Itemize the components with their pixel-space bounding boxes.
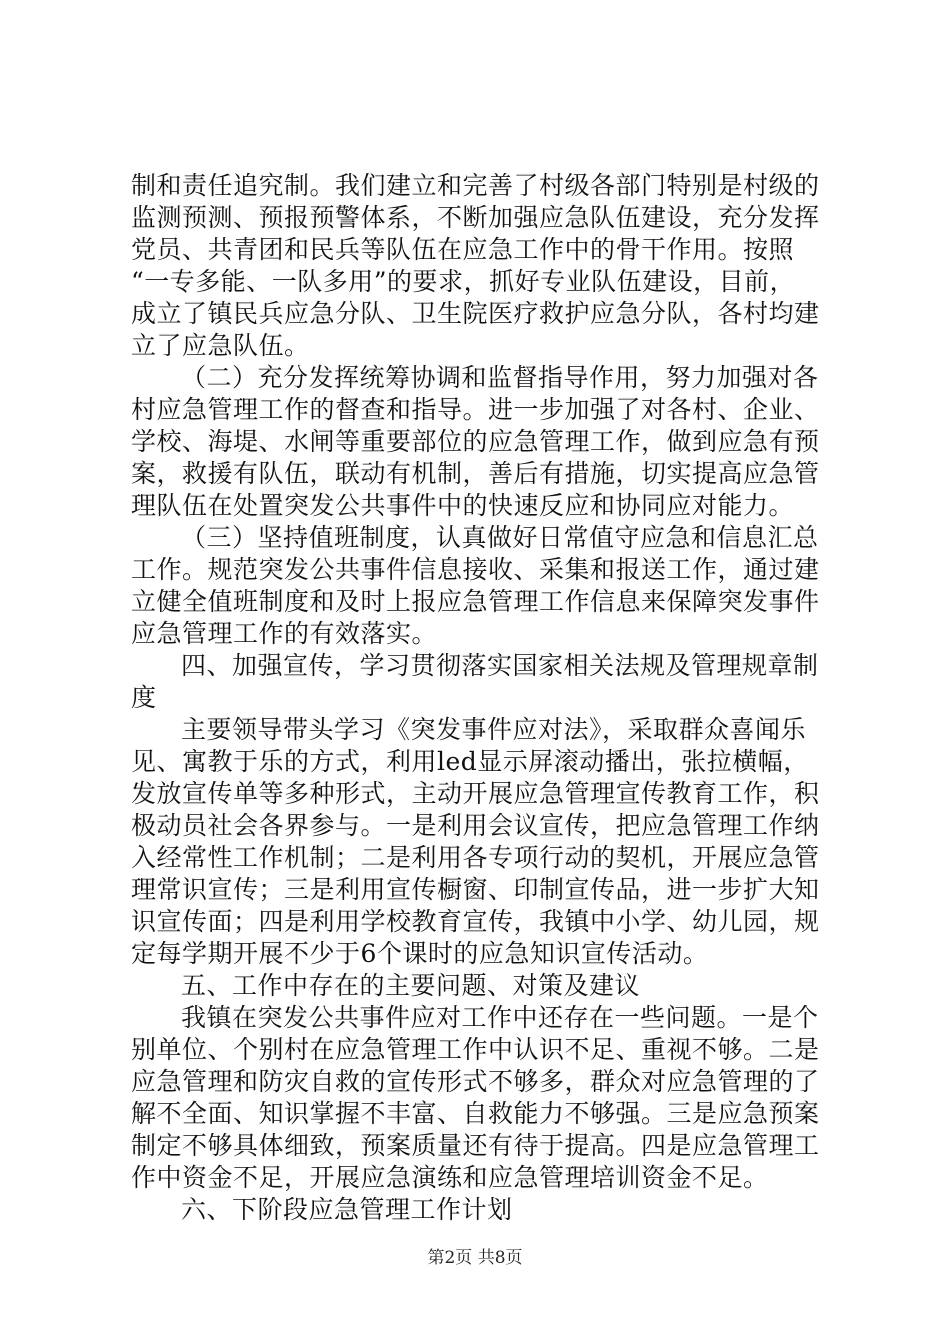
text-line: 学校、海堤、水闸等重要部位的应急管理工作，做到应急有预 xyxy=(131,427,820,456)
text-line: 应急管理工作的有效落实。 xyxy=(131,619,438,648)
page-number-footer: 第2页 共8页 xyxy=(427,1248,523,1268)
text-line: 六、下阶段应急管理工作计划 xyxy=(181,1195,513,1224)
text-line: 识宣传面；四是利用学校教育宣传，我镇中小学、幼儿园，规 xyxy=(131,907,820,936)
paragraph xyxy=(131,1002,831,1194)
text-line: “一专多能、一队多用”的要求，抓好专业队伍建设，目前， xyxy=(131,267,796,296)
text-line: 见、寓教于乐的方式，利用led显示屏滚动播出，张拉横幅， xyxy=(131,747,809,776)
text-line: 立了应急队伍。 xyxy=(131,331,310,360)
text-line: 别单位、个别村在应急管理工作中认识不足、重视不够。二是 xyxy=(131,1035,820,1064)
text-line: 工作。规范突发公共事件信息接收、采集和报送工作，通过建 xyxy=(131,555,820,584)
text-line: 监测预测、预报预警体系，不断加强应急队伍建设，充分发挥 xyxy=(131,203,820,232)
text-line: 立健全值班制度和及时上报应急管理工作信息来保障突发事件 xyxy=(131,587,820,616)
text-line: （三）坚持值班制度，认真做好日常值守应急和信息汇总 xyxy=(181,523,819,552)
paragraph xyxy=(131,970,831,1002)
text-line: 度 xyxy=(131,683,157,712)
text-line: 党员、共青团和民兵等队伍在应急工作中的骨干作用。按照 xyxy=(131,235,795,264)
text-line: 五、工作中存在的主要问题、对策及建议 xyxy=(181,971,641,1000)
text-line: 我镇在突发公共事件应对工作中还存在一些问题。一是个 xyxy=(181,1003,819,1032)
document-body xyxy=(131,170,831,1226)
text-line: 理常识宣传；三是利用宣传橱窗、印制宣传品，进一步扩大知 xyxy=(131,875,820,904)
text-line: 村应急管理工作的督查和指导。进一步加强了对各村、企业、 xyxy=(131,395,820,424)
text-line: 成立了镇民兵应急分队、卫生院医疗救护应急分队，各村均建 xyxy=(131,299,820,328)
text-line: 案，救援有队伍，联动有机制，善后有措施，切实提高应急管 xyxy=(131,459,820,488)
text-line: 定每学期开展不少于6个课时的应急知识宣传活动。 xyxy=(131,939,709,968)
text-line: 理队伍在处置突发公共事件中的快速反应和协同应对能力。 xyxy=(131,491,795,520)
paragraph xyxy=(131,714,831,970)
text-line: 极动员社会各界参与。一是利用会议宣传，把应急管理工作纳 xyxy=(131,811,820,840)
text-line: 入经常性工作机制；二是利用各专项行动的契机，开展应急管 xyxy=(131,843,820,872)
paragraph xyxy=(131,522,831,650)
text-line: 四、加强宣传，学习贯彻落实国家相关法规及管理规章制 xyxy=(181,651,819,680)
text-line: 制和责任追究制。我们建立和完善了村级各部门特别是村级的 xyxy=(131,171,820,200)
paragraph xyxy=(131,362,831,522)
text-line: 发放宣传单等多种形式，主动开展应急管理宣传教育工作，积 xyxy=(131,779,820,808)
paragraph xyxy=(131,1194,831,1226)
text-line: 作中资金不足，开展应急演练和应急管理培训资金不足。 xyxy=(131,1163,769,1192)
text-line: （二）充分发挥统筹协调和监督指导作用，努力加强对各 xyxy=(181,363,819,392)
text-line: 应急管理和防灾自救的宣传形式不够多，群众对应急管理的了 xyxy=(131,1067,820,1096)
text-line: 主要领导带头学习《突发事件应对法》，采取群众喜闻乐 xyxy=(181,715,807,744)
paragraph xyxy=(131,650,831,714)
text-line: 解不全面、知识掌握不丰富、自救能力不够强。三是应急预案 xyxy=(131,1099,820,1128)
paragraph xyxy=(131,170,831,362)
text-line: 制定不够具体细致，预案质量还有待于提高。四是应急管理工 xyxy=(131,1131,820,1160)
